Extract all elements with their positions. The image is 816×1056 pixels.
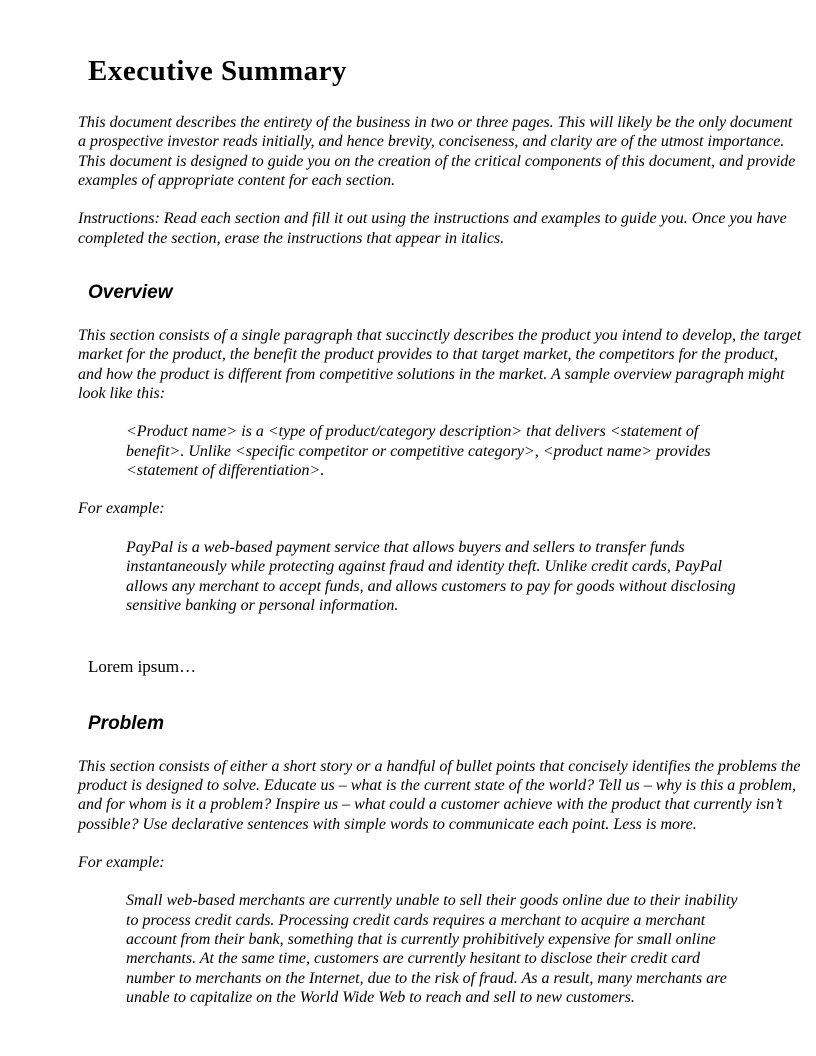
overview-heading: Overview — [88, 282, 173, 304]
overview-example-paragraph: PayPal is a web-based payment service that allows buyers and sellers to transfer funds instantaneously while protecting against fraud and identity theft. Unlike credit cards, PayPal allows any merchant to accept funds, and allows customers to pay for goods without disclosing sensitive banking or personal information. — [126, 538, 736, 614]
lorem-ipsum-placeholder: Lorem ipsum… — [88, 657, 197, 677]
instructions-paragraph: Instructions: Read each section and fill it out using the instructions and examples to guide you. Once you have completed the section, erase the instructions that appear in italics. — [78, 210, 787, 247]
section-overview — [78, 283, 802, 678]
problem-example-label: For example: — [78, 853, 165, 871]
problem-example-paragraph: Small web-based merchants are currently unable to sell their goods online due to their inability to process credit cards. Processing credit cards requires a merchant to acquire a merchant account from their bank, something that is currently prohibitively expensive for small online merchants. At the same time, customers are currently hesitant to disclose their credit card number to merchants on the Internet, due to the risk of fraud. As a result, many merchants are unable to capitalize on the World Wide Web to reach and sell to new customers. — [126, 892, 738, 1007]
overview-example-label: For example: — [78, 500, 165, 518]
overview-description: This section consists of a single paragraph that succinctly describes the product you intend to develop, the target market for the product, the benefit the product provides to that target market, the competitors for the product, and how the product is different from competitive solutions in the market. A sample overview paragraph might look like this: — [78, 326, 802, 403]
problem-heading: Problem — [88, 712, 165, 734]
document-title: Executive Summary — [88, 55, 347, 87]
overview-template-paragraph: <Product name> is a <type of product/category description> that delivers <statement of benefit>. Unlike <specific competitor or competitive category>, <product name> provides <statement of differentiation>. — [126, 423, 711, 480]
intro-paragraph: This document describes the entirety of the business in two or three pages. This will likely be the only document a prospective investor reads initially, and hence brevity, conciseness, and clarity are of the utmost importance. This document is designed to guide you on the creation of the critical components of this document, and provide examples of appropriate content for each section. — [78, 113, 796, 189]
problem-description: This section consists of either a short story or a handful of bullet points that concisely identifies the problems the product is designed to solve. Educate us – what is the current state of the world? Tell us – why is this a problem, and for whom is it a problem? Inspire us – what could a customer achieve with the product that currently isn’t possible? Use declarative sentences with simple words to communicate each point. Less is more. — [78, 757, 801, 833]
section-problem — [78, 714, 802, 1008]
